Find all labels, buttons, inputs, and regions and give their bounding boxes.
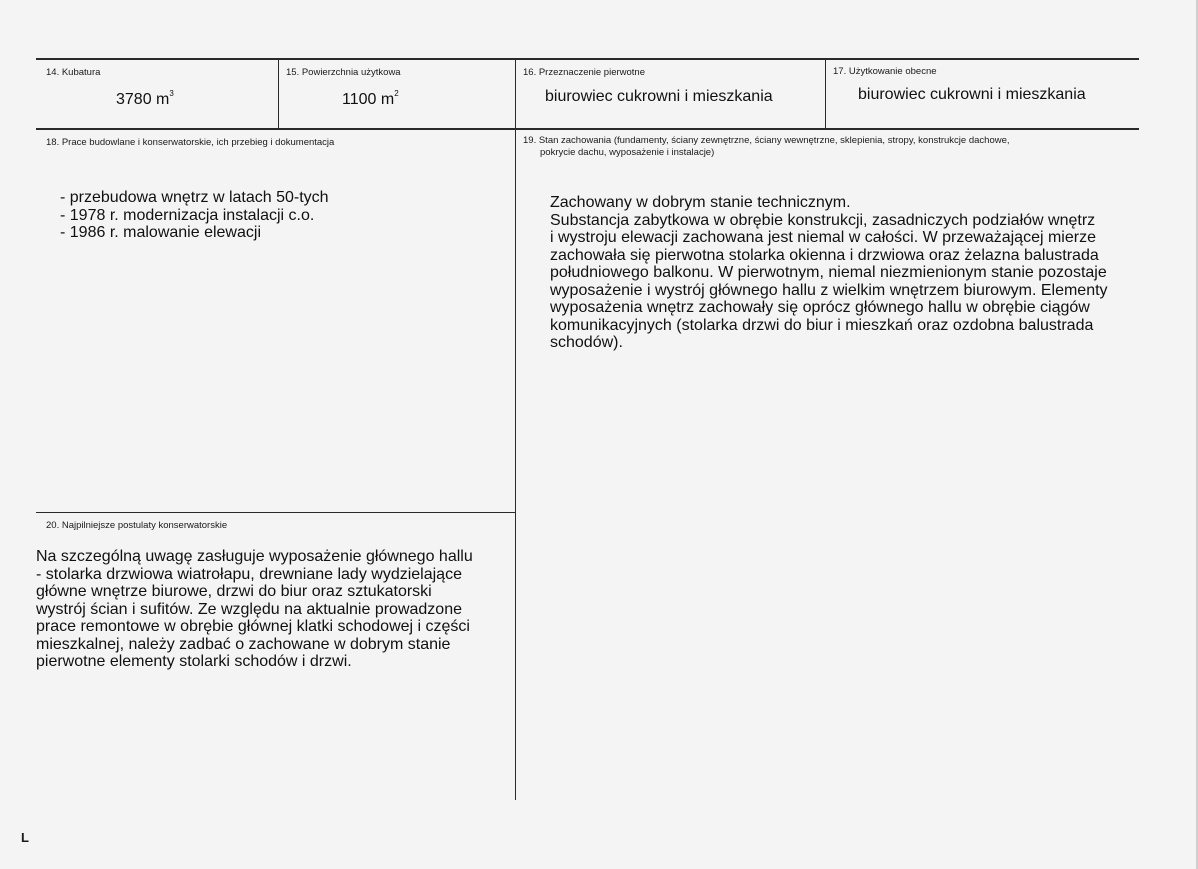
field-19-line: i wystroju elewacji zachowana jest niemal w całości. W przeważającej mierze [550,229,1096,246]
divider-16-17 [825,58,826,128]
field-20-line: - stolarka drzwiowa wiatrołapu, drewniane lady wydzielające [36,565,462,583]
field-19-label-line1: 19. Stan zachowania (fundamenty, ściany zewnętrzne, ściany wewnętrzne, sklepienia, stropy, konstrukcje dachowe, [523,135,1010,146]
top-rule [36,58,1139,60]
field-14-value [116,91,174,109]
field-14-unit-exponent: 3 [169,89,174,98]
field-19-line: schodów). [550,334,623,351]
field-15-number: 1100 m [342,91,395,108]
section-18-20-divider [36,512,516,513]
header-row-bottom-rule [36,128,1139,130]
field-20-line: mieszkalnej, należy zadbać o zachowane w dobrym stanie [36,635,451,653]
field-18-line: - przebudowa wnętrz w latach 50-tych [60,189,329,206]
field-20-line: wystrój ścian i sufitów. Ze względu na aktualnie prowadzone [36,600,462,618]
field-17-value: biurowiec cukrowni i mieszkania [858,86,1086,103]
field-15-label: 15. Powierzchnia użytkowa [286,67,401,78]
field-19-line: Substancja zabytkowa w obrębie konstrukcji, zasadniczych podziałów wnętrz [550,211,1096,229]
field-20-line: Na szczególną uwagę zasługuje wyposażenie głównego hallu [36,548,473,565]
field-20-line: prace remontowe w obrębie głównej klatki schodowej i części [36,618,470,635]
field-19-line: komunikacyjnych (stolarka drzwi do biur i mieszkań oraz ozdobna balustrada [550,316,1094,334]
corner-mark: L [21,830,29,845]
field-19-line: Zachowany w dobrym stanie technicznym. [550,194,851,211]
divider-15-16 [515,58,516,800]
field-14-number: 3780 m [116,91,170,108]
field-20-text [36,548,473,671]
field-20-label: 20. Najpilniejsze postulaty konserwatorskie [46,520,228,531]
field-19-line: południowego balkonu. W pierwotnym, niemal niezmienionym stanie pozostaje [550,264,1107,281]
field-19-text [550,194,1108,352]
field-16-value: biurowiec cukrowni i mieszkania [545,88,773,105]
field-19-line: wyposażenia wnętrz zachowały się oprócz głównego hallu w obrębie ciągów [550,299,1090,316]
field-20-line: pierwotne elementy stolarki schodów i drzwi. [36,653,352,670]
field-19-line: zachowała się pierwotna stolarka okienna i drzwiowa oraz żelazna balustrada [550,246,1099,264]
divider-14-15 [278,58,279,128]
field-19-line: wyposażenie i wystrój głównego hallu z wielkim wnętrzem biurowym. Elementy [550,281,1108,299]
field-16-label: 16. Przeznaczenie pierwotne [523,67,645,78]
field-18-label: 18. Prace budowlane i konserwatorskie, ich przebieg i dokumentacja [46,137,335,148]
field-19-label-line2: pokrycie dachu, wyposażenie i instalacje) [540,147,715,158]
field-20-line: główne wnętrze biurowe, drzwi do biur oraz sztukatorski [36,583,432,600]
field-18-line: - 1986 r. malowanie elewacji [60,224,261,241]
field-18-line: - 1978 r. modernizacja instalacji c.o. [60,206,315,224]
field-15-value [342,91,399,109]
field-14-label: 14. Kubatura [46,67,101,78]
field-17-label: 17. Użytkowanie obecne [833,66,937,77]
field-18-text [60,189,329,242]
field-15-unit-exponent: 2 [394,89,399,98]
